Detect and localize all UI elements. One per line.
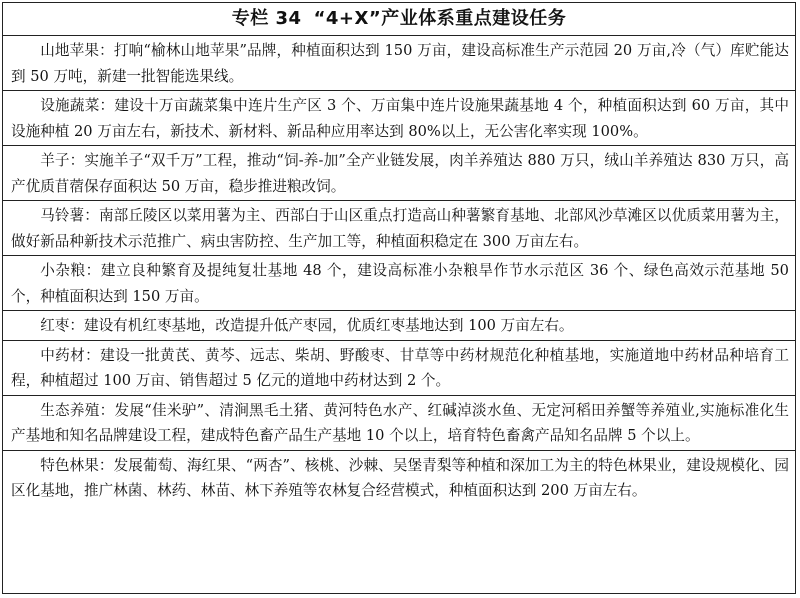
task-label: 特色林果： xyxy=(40,456,114,474)
task-label: 中药材： xyxy=(40,346,101,364)
task-row-herbs xyxy=(3,341,795,396)
task-text: 建设有机红枣基地，改造提升低产枣园，优质红枣基地达到 100 万亩左右。 xyxy=(83,317,574,334)
task-row-sheep xyxy=(3,146,795,201)
task-text: 建设一批黄芪、黄芩、远志、柴胡、野酸枣、甘草等中药材规范化种植基地，实施道地中药材品种培育工程，种植超过 100 万亩、销售超过 5 亿元的道地中药材达到 2 个。 xyxy=(11,346,789,389)
task-row-jujube xyxy=(3,311,795,341)
box-title xyxy=(3,3,795,36)
task-label: 山地苹果： xyxy=(40,42,114,59)
task-text: 发展葡萄、海红果、“两杏”、核桃、沙棘、吴堡青梨等种植和深加工为主的特色林果业，建设规模化、园区化基地，推广林菌、林药、林苗、林下养殖等农林复合经营模式，种植面积达到 200 万亩左右。 xyxy=(11,456,789,499)
feature-box xyxy=(2,2,796,594)
task-label: 设施蔬菜： xyxy=(40,97,115,114)
task-text: 南部丘陵区以菜用薯为主、西部白于山区重点打造高山种薯繁育基地、北部风沙草滩区以优质菜用薯为主，做好新品种新技术示范推广、病虫害防控、生产加工等，种植面积稳定在 300 万亩左右。 xyxy=(11,207,789,250)
task-row-potato xyxy=(3,201,795,256)
task-label: 生态养殖： xyxy=(40,401,115,419)
task-label: 马铃薯： xyxy=(40,207,99,224)
task-text: 建设十万亩蔬菜集中连片生产区 3 个、万亩集中连片设施果蔬基地 4 个，种植面积达到 60 万亩，其中设施种植 20 万亩左右，新技术、新材料、新品种应用率达到 80%以上，无公害化率实现 100%。 xyxy=(11,97,789,140)
box-title-number: 专栏 34 xyxy=(231,8,302,29)
task-text: 打响“榆林山地苹果”品牌，种植面积达到 150 万亩，建设高标准生产示范园 20 万亩,冷（气）库贮能达到 50 万吨，新建一批智能选果线。 xyxy=(11,42,789,85)
box-title-text: “4+X”产业体系重点建设任务 xyxy=(313,8,567,29)
task-label: 红枣： xyxy=(40,317,84,334)
task-row-mountain-apple xyxy=(3,36,795,91)
task-list xyxy=(3,36,795,505)
task-label: 羊子： xyxy=(40,152,85,169)
task-text: 发展“佳米驴”、清涧黑毛土猪、黄河特色水产、红碱淖淡水鱼、无定河稻田养蟹等养殖业,实施标准化生产基地和知名品牌建设工程，建成特色畜产品生产基地 10 个以上，培育特色畜禽产品知名品牌 5 个以上。 xyxy=(11,401,789,444)
task-row-facility-vegetables xyxy=(3,91,795,146)
task-text: 实施羊子“双千万”工程，推动“饲-养-加”全产业链发展，肉羊养殖达 880 万只，绒山羊养殖达 830 万只，高产优质苜蓿保存面积达 50 万亩，稳步推进粮改饲。 xyxy=(11,152,789,195)
task-label: 小杂粮： xyxy=(40,262,101,279)
task-row-eco-breeding xyxy=(3,396,795,451)
task-row-forest-fruits xyxy=(3,451,795,505)
task-text: 建立良种繁育及提纯复壮基地 48 个，建设高标准小杂粮旱作节水示范区 36 个、绿色高效示范基地 50 个，种植面积达到 150 万亩。 xyxy=(11,262,789,305)
task-row-minor-grains xyxy=(3,256,795,311)
